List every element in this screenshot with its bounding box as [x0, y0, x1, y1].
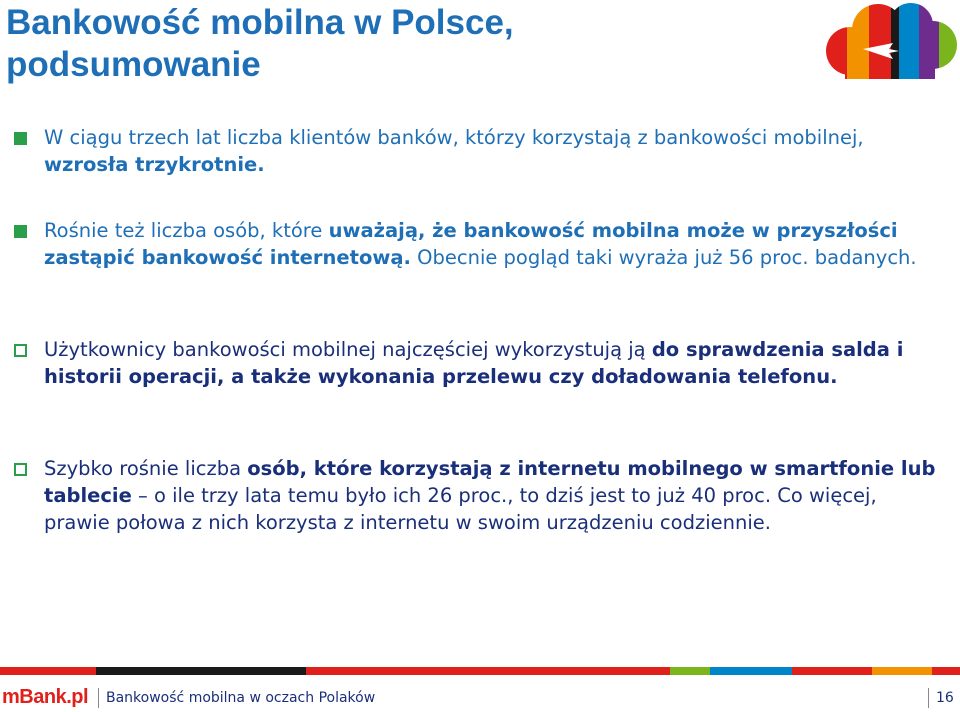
slide-footer — [0, 684, 960, 712]
footer-brand-logo: mBank.pl — [2, 686, 89, 708]
footer-color-stripe — [0, 667, 960, 675]
slide-title-line-1: Bankowość mobilna w Polsce, — [6, 3, 514, 42]
page-number: 16 — [936, 690, 954, 706]
slide-title — [6, 2, 766, 86]
bullet-item-1 — [14, 124, 944, 178]
bullet-2-bold: uważają, że bankowość mobilna może w przyszłości zastąpić bankowość internetową. — [44, 219, 898, 269]
bullet-item-4 — [14, 455, 944, 536]
bullet-1-bold: wzrosła trzykrotnie. — [44, 153, 265, 176]
footer-divider — [928, 688, 929, 708]
bullet-4-text: Szybko rośnie liczba — [44, 457, 248, 480]
slide-title-line-2: podsumowanie — [6, 45, 261, 84]
bullet-1-text: W ciągu trzech lat liczba klientów banków, którzy korzystają z bankowości mobilnej, — [44, 126, 864, 149]
mbank-logo — [823, 3, 958, 81]
bullet-square-icon — [14, 344, 27, 357]
bullet-2-text: Rośnie też liczba osób, które — [44, 219, 329, 242]
bullet-item-2 — [14, 217, 944, 271]
bullet-3-text: Użytkownicy bankowości mobilnej najczęściej wykorzystują ją — [44, 338, 652, 361]
bullet-square-icon — [14, 463, 27, 476]
bullet-2-text-end: Obecnie pogląd taki wyraża już 56 proc. badanych. — [410, 246, 917, 269]
footer-caption: Bankowość mobilna w oczach Polaków — [106, 690, 376, 706]
bullet-4-text-end: – o ile trzy lata temu było ich 26 proc., to dziś jest to już 40 proc. Co więcej, prawie połowa z nich korzysta z internetu w swoim urządzeniu codziennie. — [44, 484, 877, 534]
footer-divider — [98, 688, 99, 708]
bullet-4-bold: osób, które korzystają z internetu mobilnego w smartfonie lub tablecie — [44, 457, 936, 507]
bullet-square-icon — [14, 132, 27, 145]
bullet-square-icon — [14, 225, 27, 238]
bullet-3-bold: do sprawdzenia salda i historii operacji, a także wykonania przelewu czy doładowania telefonu. — [44, 338, 904, 388]
bullet-item-3 — [14, 336, 944, 390]
